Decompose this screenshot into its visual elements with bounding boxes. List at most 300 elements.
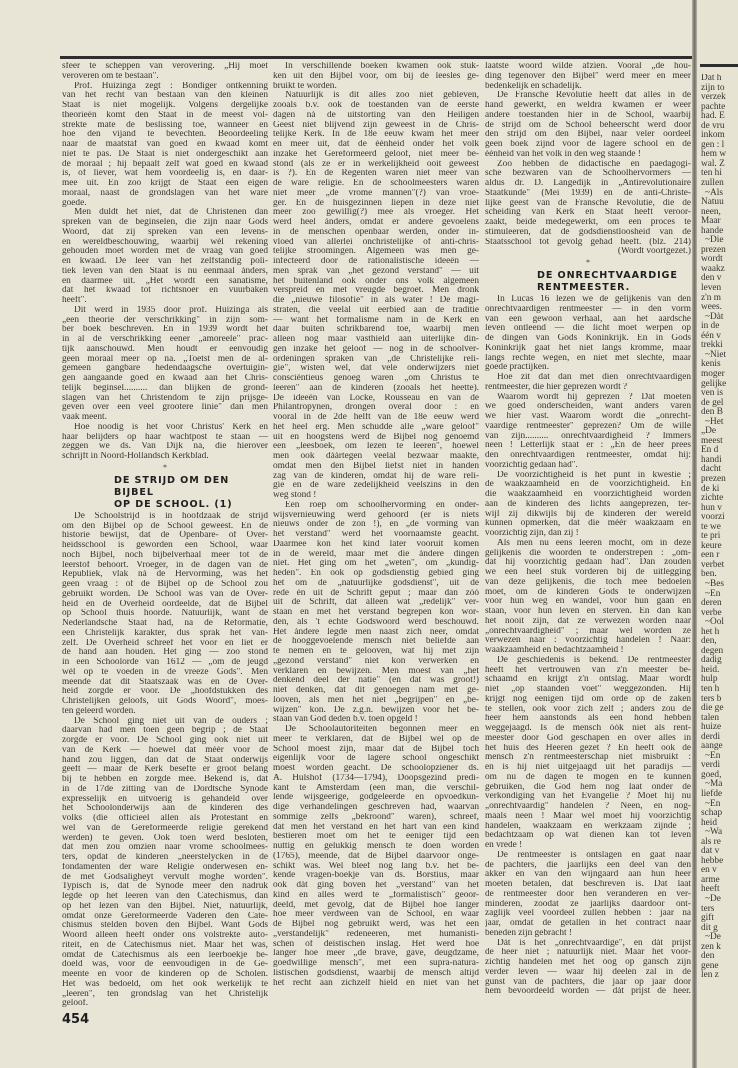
text-line: tijk aanschouwd. Men houdt er eenvoudig xyxy=(62,344,268,354)
text-line: die waakzaamheid en voorzichtigheid worden xyxy=(485,490,691,499)
fragment-line: len z xyxy=(701,970,719,981)
heading-line: DE ONRECHTVAARDIGE xyxy=(537,270,678,281)
fragment-line: Natuu xyxy=(701,197,724,208)
text-line: zaakt, beide medegewerkt, om een proces te xyxy=(485,218,691,227)
text-line: de met Godsaligheyt vervult moghe worden". xyxy=(62,872,268,882)
paragraph xyxy=(62,82,268,209)
text-line: de dingen van Gods Koninkrijk. En in Gods xyxy=(485,334,691,343)
text-line: geloof. xyxy=(62,999,89,1009)
text-line: heeft het vertrouwen van z'n meester be- xyxy=(485,665,691,675)
text-line: zooals b.v. ook de toestanden van de eerste xyxy=(273,101,479,110)
text-line: scheiding van Kerk en Staat heeft veroor- xyxy=(485,208,691,218)
paragraph xyxy=(62,62,268,82)
text-line: en kwaad. De leer van het zelfstandig poli- xyxy=(62,257,268,266)
fragment-line: z'n m xyxy=(701,292,722,303)
text-line: ten geleerd worden. xyxy=(62,706,136,716)
text-line: staan van God deden b.v. toen opgeld ! xyxy=(273,715,418,725)
text-line: ken uit den Bijbel voor, om bij de leesles ge- xyxy=(273,71,479,81)
text-line: uit de Schrift, dat alleen wat „redelijk" ver- xyxy=(273,598,479,608)
fragment-line: den, xyxy=(701,636,717,647)
text-line: zaglijk veel voordeel zullen hebben : jaar na xyxy=(485,909,691,919)
text-line: maals neen ! Maar wel moet hij voorzichtig xyxy=(485,811,691,821)
text-line: alleen nog maar vasthield aan uiterlijke din- xyxy=(273,335,479,344)
text-line: om nu de dagen te mogen en te kunnen xyxy=(485,772,691,782)
text-line: en vrede ! xyxy=(485,841,523,850)
fragment-line: ~En xyxy=(705,750,721,761)
text-line: het om de „natuurlijke godsdienst", uit de xyxy=(273,578,479,588)
text-line: eigenlijk voor de lagere school ongeschikt xyxy=(273,754,479,764)
text-line: schen of deïstischen inslag. Het werd hoe xyxy=(273,939,479,949)
text-line: onrechtvaardigen rentmeester — in den vorm xyxy=(485,304,691,314)
fragment-line: ~Bes xyxy=(705,578,724,589)
text-line: bedenkelijk en schadelijk. xyxy=(485,81,582,91)
fragment-line: gene xyxy=(701,960,719,971)
text-line: goede practijken. xyxy=(485,363,550,373)
text-line: van deze gelijkenis, die toch mee bedoelen xyxy=(485,577,691,587)
text-line: geen vraag : of de Bijbel op de School zou xyxy=(62,580,268,589)
fragment-line: ~Ma xyxy=(705,779,723,790)
text-line: niet te pas. De Staat is niet ondergeschikt aan xyxy=(62,149,268,159)
text-line: telijke Kerk. In de 18e eeuw kwam het meer xyxy=(273,130,479,140)
text-line: geen moraal meer op na. „Toetst men de al- xyxy=(62,354,268,364)
text-line: vaardige rentmeester" geprezen? Om de wille xyxy=(485,421,691,431)
fragment-line: zichte xyxy=(701,493,724,504)
text-line: daarvan had men toen geen begrip ; de Staat xyxy=(62,726,268,736)
text-line: andere toestanden hier in de School, waarbij xyxy=(485,110,691,120)
text-line: rentmeester, die hier geprezen wordt ? xyxy=(485,382,628,392)
text-line: expresselijk en uitvoerig is gehandeld over xyxy=(62,794,268,804)
fragment-line: den v xyxy=(701,273,722,284)
text-line: gemeen gangbare hedendaagsche overtuigin- xyxy=(62,364,268,374)
fragment-line: gelijke xyxy=(701,378,727,389)
text-line: kende vragen-boekje van ds. Borstius, maar xyxy=(273,871,479,881)
paragraph xyxy=(62,717,268,1010)
text-line: neen ! Letterlijk staat er : „En de heer prees xyxy=(485,441,691,451)
text-line: we hier vast. Waarom wordt die „onrecht- xyxy=(485,412,691,421)
text-line: het heel erg. Men schudde alle „ware geloof" xyxy=(273,422,479,432)
text-line: Een roep om schoolhervorming en onder- xyxy=(285,500,479,510)
text-line: geven over een veel grootere linie" dan men xyxy=(62,403,268,413)
text-line: theorieën komt den Staat in de meest vol- xyxy=(62,110,268,120)
text-line: rede èn uit de Schrift geput ; maar dan zóó xyxy=(273,588,479,598)
text-line: Als men nu eens leeren mocht, om in deze xyxy=(497,538,691,548)
text-line: werden) te geven. Ook toen werd besloten, xyxy=(62,833,268,843)
text-line: heidsschool is geworden een School, waar xyxy=(62,541,268,550)
fragment-line: aange xyxy=(701,741,723,752)
text-line: in de menschen openbaar werden, onder in- xyxy=(273,227,479,237)
text-line: meester door God geschapen en over alles in xyxy=(485,733,691,743)
text-line: Staatsschool tot gevolg gehad heeft. (blz. 214) xyxy=(485,237,691,247)
paragraph xyxy=(485,373,691,393)
fragment-line: hulp xyxy=(701,674,718,685)
text-line: Het was bedoeld, om het ook werkelijk te xyxy=(62,979,268,989)
fragment-line: trekki xyxy=(701,340,723,351)
paragraph xyxy=(485,656,691,851)
fragment-line: inkom xyxy=(701,130,725,141)
text-line: Nederlandsche Staat had, na de Reformatie, xyxy=(62,619,268,628)
text-line: beneden zijn gebracht ! xyxy=(485,928,572,938)
text-line: in de 17de zitting van de Dordtsche Synode xyxy=(62,784,268,794)
paragraph xyxy=(62,306,268,423)
text-line: historie bewijst, dat de Openbare- of Over- xyxy=(62,531,268,541)
text-line: De Schoolautoriteiten begonnen meer en xyxy=(285,725,479,734)
text-line: spreken van de beginselen, die zijn naar Gods xyxy=(62,218,268,227)
text-line: Geest niet blijvend zijn geweest in de Chris- xyxy=(273,120,479,130)
text-line: goede. xyxy=(62,198,87,208)
column-1 xyxy=(62,62,268,1027)
text-line: werd heel ànders, omdat er andere gevoelens xyxy=(273,218,479,227)
text-line: en daarmee uit. „Het wordt een sanatisme, xyxy=(62,276,268,286)
text-line: moet, om de kinderen Gods te onderwijzen xyxy=(485,587,691,597)
text-line: meende dat dit Staatszaak was en de Over- xyxy=(62,677,268,687)
text-line: omdat men den Bijbel liefst niet in handen xyxy=(273,461,479,471)
fragment-line: hun v xyxy=(701,502,722,513)
fragment-line: arme xyxy=(701,874,720,885)
fragment-line: en v xyxy=(701,865,717,876)
text-line: den, als 't echte Godswoord werd beschouwd. xyxy=(273,617,479,627)
paragraph xyxy=(273,725,479,988)
fragment-line: handi xyxy=(701,454,722,465)
text-line: hand gewerkt, en weldra kwamen er weer xyxy=(485,101,691,110)
fragment-line: pachte xyxy=(701,101,726,112)
text-line: laatste woord wilde afzien. Vooral „de hou- xyxy=(485,62,691,71)
text-line: „gezond verstand" niet kon verwerken en xyxy=(273,656,479,666)
text-line: zeggen we ds. Van Dijk na, die hierover xyxy=(62,442,268,452)
text-line: moest worden geacht. De schoolopziener ds. xyxy=(273,764,479,773)
text-line: de Bijbel nog gebruikt werd, was het een xyxy=(273,920,479,929)
text-line: Koninkrijk gaat het niet langs kromme, maar xyxy=(485,343,691,353)
section-separator: * xyxy=(163,462,167,472)
fragment-line: te we xyxy=(701,521,721,532)
fragment-line: verzek xyxy=(701,92,726,103)
text-line: wel van de Gereformeerde religie gerekend xyxy=(62,823,268,833)
text-line: van de Kerk — hoewel dat méér voor de xyxy=(62,745,268,755)
text-line: om den Bijbel op de School geweest. En de xyxy=(62,521,268,531)
text-line: De ideeën van Locke, Rousseau en van de xyxy=(273,393,479,403)
text-line: de waakzaamheid en de voorzichtigheid. En xyxy=(485,480,691,490)
text-line: Prof. Huizinga zegt : Bondiger ontkenning xyxy=(74,81,268,91)
fragment-line: dat v xyxy=(701,846,720,857)
text-line: niet denken, dat dit genoegen nam met ge- xyxy=(273,686,479,695)
heading-line: OP DE SCHOOL. (1) xyxy=(114,498,233,510)
text-line: in een Schoolorde van 1612 — „om de jeugd xyxy=(62,658,268,667)
text-line: ook dát ging boven het „verstand" van het xyxy=(273,881,479,890)
text-line: Hoe zit dat dan met dien onrechtvaardigen xyxy=(497,373,691,382)
text-line: (1765), meende, dat de Bijbel daarvoor onge- xyxy=(273,851,479,861)
text-line: den strijd om den Bijbel, naar veler oordeel xyxy=(485,130,691,140)
text-line: verspreid en met vreugde begroet. Men dronk xyxy=(273,286,479,296)
text-line: een „leesboek, om lezen te leeren", hoewel xyxy=(273,442,479,452)
fragment-line: het h xyxy=(701,626,720,637)
text-line: veroveren om te bestaan". xyxy=(62,71,159,81)
fragment-line: En d xyxy=(701,445,719,456)
text-line: haar belijders op haar wachtpost te staan — xyxy=(62,432,268,442)
paragraph xyxy=(273,62,479,91)
text-line: de strijd om de School beheerscht werd door xyxy=(485,120,691,130)
text-line: omdat de Catechismus als een leerboekje be- xyxy=(62,950,268,960)
text-line: de hand aan houden. Het ging — zoo stond xyxy=(62,648,268,658)
text-line: is ?). En de Regenten waren niet meer van xyxy=(273,169,479,179)
text-line: wijl zij dikwijls bij de kinderen der wereld xyxy=(485,509,691,519)
text-line: meente en voor de kinderen op de Scholen. xyxy=(62,970,268,979)
text-line: van zijn.......... onrechtvaardigheid ? Immers xyxy=(485,431,691,441)
paragraph xyxy=(62,208,268,306)
fragment-line: één v xyxy=(701,330,721,341)
paragraph xyxy=(273,501,479,725)
text-line: aldus dr. D. Langedijk in „Antirevolutionaire xyxy=(485,179,691,188)
text-line: niet „op staanden voet" weggezonden. Hij xyxy=(485,685,691,694)
text-line: gebruikt worden. De School was van de Over- xyxy=(62,589,268,599)
text-line: infecteerd door de rationalistische ideeën — xyxy=(273,257,479,266)
text-line: Woord, dat zij spreken van een levens- xyxy=(62,227,268,237)
heading-line: DE STRIJD OM DEN BIJBEL xyxy=(114,474,230,498)
text-line: Republiek, vlak ná de Hervorming, was het xyxy=(62,570,268,580)
text-line: het recht aan zichzelf hield en niet van het xyxy=(273,978,479,988)
text-line: volks (die officieel allen als Protestant en xyxy=(62,814,268,823)
text-line: éénheid van het volk in den weg staande ! xyxy=(485,149,641,159)
text-line: de ware religie. En de schoolmeesters waren xyxy=(273,179,479,188)
text-line: heid en de Overheid oordeelde, dat de Bijbel xyxy=(62,599,268,609)
fragment-line: zen k xyxy=(701,941,721,952)
page-number: 454 xyxy=(62,1012,90,1027)
text-line: verder leven — waar hij deelen zal in de xyxy=(485,967,691,977)
fragment-line: ~Dàt xyxy=(705,311,724,322)
fragment-line: verdi xyxy=(701,760,721,771)
fragment-line: dadig xyxy=(701,655,722,666)
column-3 xyxy=(485,62,691,997)
text-line: vloed van allerlei onchristelijke of anti-chris- xyxy=(273,237,479,247)
text-line: minderen, zoodat ze jaarlijks daardoor ont- xyxy=(485,899,691,909)
text-line: inzake het Gereformeerd geloof, niet meer be- xyxy=(273,149,479,159)
text-line: denkend deel der natie" (en dat was groot!) xyxy=(273,676,479,686)
text-line: leerstof behoort. Vroeger, in de dagen van de xyxy=(62,560,268,570)
text-line: naar de maatstaf van goed en kwaad komt xyxy=(62,140,268,149)
text-line: jaar, omdat de getallen in het contract naar xyxy=(485,919,691,928)
text-line: krijgt nog eenigen tijd om orde op de zaken xyxy=(485,694,691,704)
text-line: dagen ná de uitstorting van den Heiligen xyxy=(273,110,479,120)
fragment-line: liefde xyxy=(701,789,723,800)
text-line: niet meer „de vrome mannen"(?) van vroe- xyxy=(273,188,479,198)
text-line: Het àndere legde men naast zich neer, omdat xyxy=(273,627,479,637)
next-page-top-rule xyxy=(700,64,738,67)
text-line: zichtig handelen met het oog op gansch zijn xyxy=(485,958,691,967)
fragment-line: de ki xyxy=(701,483,720,494)
article-heading xyxy=(485,270,691,294)
fragment-line: schap xyxy=(701,808,723,819)
text-line: meer zoo gewillig(?) mee als vroeger. Het xyxy=(273,208,479,218)
text-line: kant te Amsterdam (een man, die verschil- xyxy=(273,783,479,793)
text-line: Dàt is het „onrechtvaardige", en dàt prijst xyxy=(497,938,691,948)
text-line: chismus stelden boven den Bijbel. Want Gods xyxy=(62,921,268,931)
text-line: Hoe noodig is het voor Christus' Kerk en xyxy=(74,422,268,432)
text-line: bedachtzaam op wat dienen kan tot leven xyxy=(485,831,691,841)
text-line: de heer niet ; natuurlijk niet. Maar het voor- xyxy=(485,948,691,958)
fragment-line: de vru xyxy=(701,120,725,131)
fragment-line: Dat h xyxy=(701,74,722,83)
article-heading xyxy=(62,475,268,511)
text-line: de hooggevoelende mensch niet beliefde aan xyxy=(273,637,479,647)
text-line: zag van de kinderen, omdat hij de ware reli- xyxy=(273,471,479,481)
continuation-note: (Wordt voortgezet.) xyxy=(617,247,691,257)
text-line: gen aangaande goed en kwaad aan het Chris- xyxy=(62,374,268,383)
text-line: Waarom wordt hij geprezen ? Dat moeten xyxy=(497,392,691,402)
fragment-line: een r xyxy=(701,550,720,561)
text-line: het buitenland ook onder ons volk algemeen xyxy=(273,276,479,286)
text-line: niet. Het ging om het „weten", om „kundig- xyxy=(273,559,479,569)
text-line: „onrechtvaardig" handelen ? Neen, en nog- xyxy=(485,802,691,811)
text-line: de rentmeester door hen veranderen en ver- xyxy=(485,889,691,899)
text-line: zelf. De Overheid schreef het voor en liet er xyxy=(62,638,268,648)
fragment-line: wordt xyxy=(701,254,723,265)
text-line: gebruiken, die God hem nog laat onder de xyxy=(485,782,691,792)
text-line: vooral in de 2de helft van de 18e eeuw werd xyxy=(273,413,479,422)
fragment-line: verbet xyxy=(701,559,725,570)
fragment-line: derdi xyxy=(701,731,721,742)
fragment-line: had. E xyxy=(701,111,725,122)
paragraph xyxy=(485,295,691,373)
fragment-line: leven xyxy=(701,283,722,294)
fragment-line: huize xyxy=(701,722,722,733)
text-line: Natuurlijk is dit alles zoo niet gebleven, xyxy=(285,91,479,101)
fragment-line: zullen xyxy=(701,178,724,189)
text-line: hoe den vijand te bevechten. Beoordeeling xyxy=(62,130,268,140)
text-line: van het recht van bestaan van den kleinen xyxy=(62,91,268,101)
text-line: hoe meer verdween van de School, en waar xyxy=(273,910,479,920)
section-separator: * xyxy=(586,258,590,267)
text-line: noch Bijbel, noch bijbelverhaal meer tot de xyxy=(62,550,268,560)
text-line: aan de kinderen des lichts aangeprezen, ter- xyxy=(485,499,691,509)
fragment-line: ~De xyxy=(705,894,721,905)
text-line: omdat onze Gereformeerde Vaderen den Cate- xyxy=(62,911,268,921)
page-fold xyxy=(692,0,697,1068)
text-line: gunst van de pachters, die jaar op jaar door xyxy=(485,977,691,987)
fragment-line: dacht xyxy=(701,464,722,475)
fragment-line: prezen xyxy=(701,473,726,484)
fragment-line: keure xyxy=(701,540,722,551)
text-line: riteit, en de Catechismus niet. Maar het was, xyxy=(62,940,268,950)
fragment-line: ten h xyxy=(701,684,720,694)
text-line: waakzaamheid en bedachtzaamheid ! xyxy=(485,646,624,655)
text-line: daar buiten schrikbarend toe, waarbij men xyxy=(273,325,479,335)
fragment-line: ~Het xyxy=(705,416,724,427)
text-line: A. Hulshof (1734—1794), Doopsgezind predi- xyxy=(273,773,479,783)
heading-line: RENTMEESTER. xyxy=(537,282,631,293)
text-line: ters, opdat de kinderen „neerstelycken in de xyxy=(62,853,268,862)
fragment-line: de gel xyxy=(701,397,724,408)
text-line: we een heel stuk vorderen bij de uitlegging xyxy=(485,568,691,577)
text-line: voorzichtig zijn, dan zij ! xyxy=(485,529,579,538)
text-line: schrijft in Noord-Hollandsch Kerkblad. xyxy=(62,452,209,461)
text-line: Woord alleen heeft onder ons volstrekte auto- xyxy=(62,931,268,940)
paragraph xyxy=(485,62,691,91)
text-line: wèl op te voeden in de vreeze Gods". Men xyxy=(62,667,268,677)
text-line: bruikt te worden. xyxy=(273,81,337,91)
text-line: het nooit zijn, dat ze verwezen worden naar xyxy=(485,616,691,626)
text-line: Men duldt het niet, dat de Christenen dan xyxy=(74,208,268,218)
text-line: Staatkunde" (Mei 1939) en de anti-Christe- xyxy=(485,188,691,198)
fragment-line: verbe xyxy=(701,607,722,618)
fragment-line: meest xyxy=(701,435,723,446)
text-line: legde op het leeren van den Catechismus, dan xyxy=(62,892,268,901)
fragment-line: kenis xyxy=(701,359,721,370)
text-line: heid zorgde er voor. De „hoofdstukken des xyxy=(62,687,268,697)
text-line: looven, als men het niet „begrijpen" en „be- xyxy=(273,695,479,705)
text-line: gie", wisten wel, dat vele onderwijzers niet xyxy=(273,364,479,374)
text-line: dige verhandelingen geschreven had, waarvan xyxy=(273,803,479,812)
text-line: sfeer te scheppen van verovering. „Hij moet xyxy=(62,62,268,71)
fragment-line: goed, xyxy=(701,769,722,780)
next-page-text-fragment xyxy=(701,74,738,981)
text-line: In Lucas 16 lezen we de gelijkenis van den xyxy=(497,295,691,304)
fragment-line: heeft xyxy=(701,884,720,895)
text-line: bestieren moet om het te eeniger tijd een xyxy=(273,832,479,842)
fragment-line: ~Als xyxy=(705,187,723,198)
fragment-line: ters xyxy=(701,903,715,914)
fragment-line: den xyxy=(701,951,715,962)
text-line: slagen van het Christendom te zijn prijsge- xyxy=(62,393,268,403)
paragraph xyxy=(485,393,691,471)
fragment-line: ~De xyxy=(705,932,721,943)
fragment-line: moger xyxy=(701,368,725,379)
text-line: langer hoe meer „de brave, gave, deugdzame, xyxy=(273,949,479,959)
text-line: moraal, naast de grondslagen van het ware xyxy=(62,188,268,198)
text-line: Daarmee kon het kind later vooruit komen xyxy=(273,539,479,549)
fragment-line: als re xyxy=(701,836,721,847)
paragraph xyxy=(485,160,691,248)
text-line: handelen, waakzaam en werkzaam zijnde ; xyxy=(485,821,691,831)
fragment-line: degen xyxy=(701,645,724,656)
fragment-line: zijn to xyxy=(701,82,725,93)
fragment-line: neen, xyxy=(701,206,721,217)
fragment-line: wees. xyxy=(701,302,722,313)
paragraph xyxy=(485,471,691,539)
text-line: ordeningen spraken van „de Christelijke reli- xyxy=(273,354,479,364)
text-line: dat men het verstand en het hart van een kind xyxy=(273,822,479,832)
text-line: De School ging niet uit van de ouders ; xyxy=(74,716,268,726)
text-line: wijsvernieuwing werd gehoord (er is niets xyxy=(273,510,479,520)
text-line: die „nieuwe filosofie" in als water ! De magi- xyxy=(273,296,479,305)
fragment-line: ~Niet xyxy=(705,349,727,360)
text-line: weg stond ! xyxy=(273,491,317,500)
text-line: telijk beginsel.......... dan blijken de grond- xyxy=(62,383,268,393)
text-line: School moest zijn, maar dat de Bijbel toch xyxy=(273,744,479,754)
paragraph xyxy=(485,91,691,159)
paragraph xyxy=(62,423,268,462)
text-line: ger. En de huisgezinnen liepen in deze niet xyxy=(273,198,479,208)
text-line: de moraal ; hij bepaalt zelf wat goed en kwaad xyxy=(62,159,268,169)
text-line: straten, die veelal uit eerbied aan de traditie xyxy=(273,305,479,315)
paragraph xyxy=(485,851,691,939)
text-line: heeft". xyxy=(62,296,87,305)
text-line: het Schoolonderwijs aan de kinderen des xyxy=(62,804,268,814)
fragment-line: ben. xyxy=(701,569,717,580)
text-line: van een gewoon verhaal, aan het aardsche xyxy=(485,314,691,324)
text-line: den onrechtvaardigen rentmeester, omdat hij: xyxy=(485,451,691,460)
text-line: voor hun weg en wandel, voor hun gaan en xyxy=(485,597,691,607)
text-line: akker en van den wijngaard aan hun heer xyxy=(485,870,691,880)
fragment-line: hande xyxy=(701,225,724,236)
text-line: gelijkenis die woorden te onderstrepen : „om- xyxy=(485,548,691,558)
text-line: sche bezwaren van de Schoolhervormers — xyxy=(485,169,691,179)
text-line: Zoo hebben de didactische en paedagogi- xyxy=(497,159,691,169)
text-line: ber boek beschreven. En in 1939 wordt het xyxy=(62,325,268,335)
text-line: zorgde er voor. De School ging ook niet uit xyxy=(62,736,268,745)
text-line: listischen godsdienst, waarbij de mensch altijd xyxy=(273,968,479,978)
text-line: gehouden moet worden met de vraag van goed xyxy=(62,247,268,257)
text-line: voorzichtig gedaan had". xyxy=(485,460,578,470)
text-line: dat men zou omzien naar vrome schoolmees- xyxy=(62,843,268,853)
text-line: verwezen naar : voorzichtig handelen ! Naar: xyxy=(485,636,691,646)
